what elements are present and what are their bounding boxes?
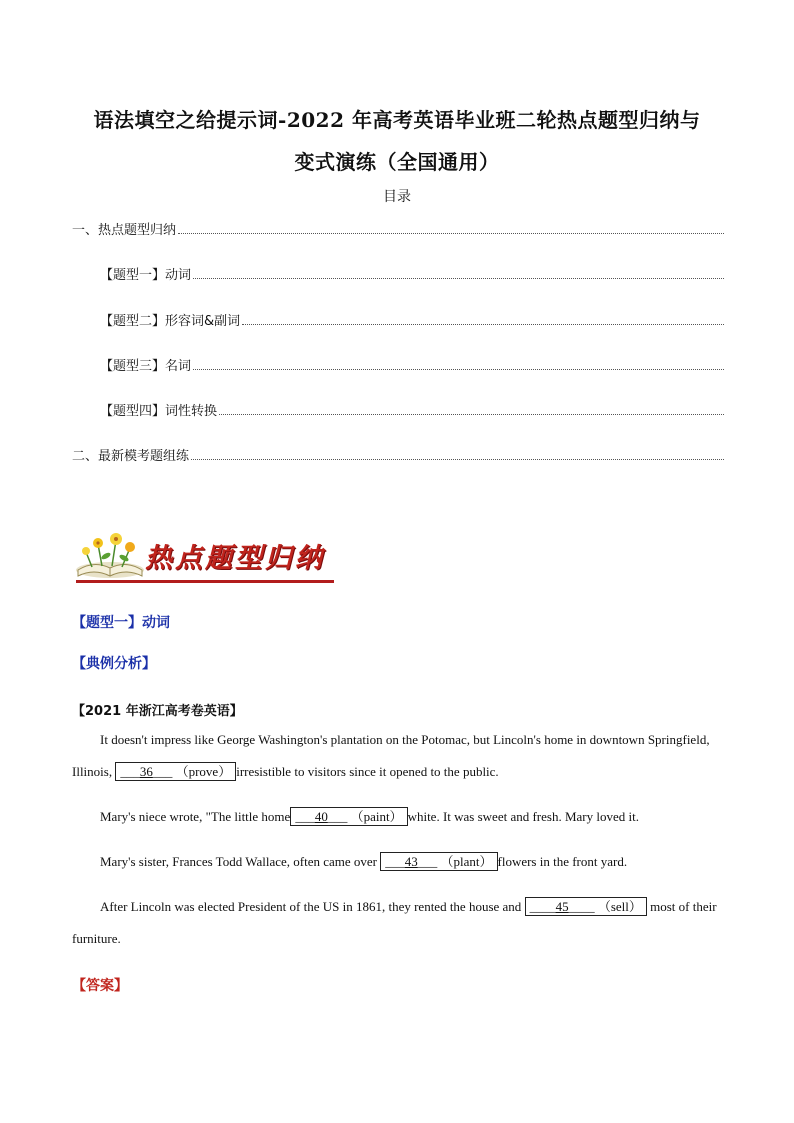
toc-item-mock-exams[interactable] xyxy=(72,444,726,464)
blank-number: 43 xyxy=(404,854,418,869)
section-type1-heading: 【题型一】动词 xyxy=(72,615,170,631)
toc-heading: 目录 xyxy=(383,189,411,205)
banner-title: 热点题型归纳 xyxy=(145,543,325,574)
toc-leader-dots xyxy=(219,413,724,415)
toc-item-label: 【题型一】动词 xyxy=(100,268,192,283)
blank-hint: （paint） xyxy=(350,809,403,824)
passage-paragraph-3 xyxy=(72,846,722,878)
passage-text: most of their furniture. xyxy=(72,899,717,946)
answer-heading: 【答案】 xyxy=(72,978,128,994)
toc-leader-dots xyxy=(242,323,724,325)
toc-item-label: 一、热点题型归纳 xyxy=(72,223,177,238)
passage-text: It doesn't impress like George Washington's plantation on the Potomac, but Lincoln's home in downtown Springfield, Illinois, xyxy=(72,732,710,779)
toc-item-label: 二、最新模考题组练 xyxy=(72,449,190,464)
blank-number: 45 xyxy=(555,899,569,914)
passage-text: After Lincoln was elected President of the US in 1861, they rented the house and xyxy=(100,899,525,914)
toc-item-type3[interactable] xyxy=(100,354,726,374)
question-source: 【2021 年浙江高考卷英语】 xyxy=(72,704,243,719)
toc-item-type4[interactable] xyxy=(100,399,726,419)
toc-leader-dots xyxy=(191,458,724,460)
passage-text: Mary's niece wrote, "The little home xyxy=(100,809,291,824)
toc-item-label: 【题型四】词性转换 xyxy=(100,404,218,419)
document-title-line2: 变式演练（全国通用） xyxy=(294,150,500,174)
toc-item-hot-types[interactable] xyxy=(72,218,726,238)
answer-blank-45[interactable]: ____45____ （sell） xyxy=(525,897,647,916)
document-title-line1: 语法填空之给提示词-2022 年高考英语毕业班二轮热点题型归纳与 xyxy=(93,108,701,132)
passage-text: white. It was sweet and fresh. Mary loved it. xyxy=(407,809,639,824)
blank-number: 40 xyxy=(314,809,328,824)
toc-item-label: 【题型二】形容词&副词 xyxy=(100,314,241,329)
toc-item-type1[interactable] xyxy=(100,263,726,283)
answer-blank-40[interactable]: ___40___ （paint） xyxy=(290,807,407,826)
passage-text: Mary's sister, Frances Todd Wallace, often came over xyxy=(100,854,381,869)
answer-blank-43[interactable]: ___43___ （plant） xyxy=(380,852,497,871)
toc-leader-dots xyxy=(193,368,724,370)
passage-text: irresistible to visitors since it opened to the public. xyxy=(236,764,499,779)
blank-hint: （sell） xyxy=(597,899,642,914)
toc-leader-dots xyxy=(178,232,724,234)
passage-paragraph-2 xyxy=(72,801,722,833)
passage-text: flowers in the front yard. xyxy=(497,854,628,869)
passage-paragraph-4 xyxy=(72,891,722,955)
section-analysis-heading: 【典例分析】 xyxy=(72,656,156,672)
toc-leader-dots xyxy=(193,277,724,279)
passage-paragraph-1 xyxy=(72,724,722,788)
blank-hint: （plant） xyxy=(440,854,493,869)
toc-item-label: 【题型三】名词 xyxy=(100,359,192,374)
toc-item-type2[interactable] xyxy=(100,309,726,329)
banner-underline xyxy=(76,580,334,583)
blank-number: 36 xyxy=(139,764,153,779)
answer-blank-36[interactable]: ___36___ （prove） xyxy=(115,762,236,781)
blank-hint: （prove） xyxy=(175,764,232,779)
